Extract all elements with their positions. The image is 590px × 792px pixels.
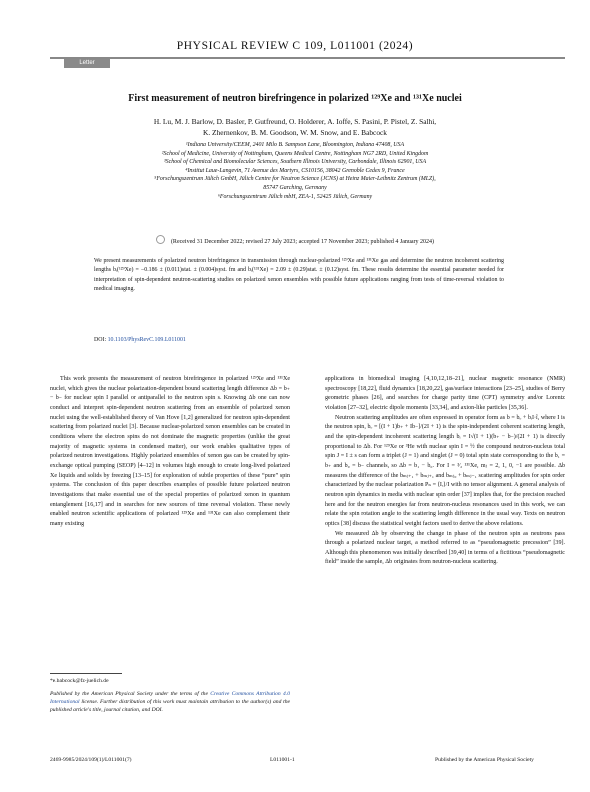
affiliation: 85747 Garching, Germany xyxy=(263,184,327,191)
affiliations xyxy=(62,141,528,201)
publisher-line: Published by the American Physical Society xyxy=(435,757,534,763)
paragraph: Neutron scattering amplitudes are often expressed in operator form as b = bₒ + bᵢI·î, where I is the neutron spin, bₒ = [(I + 1)b₊ + Ib₋]/(2I + 1) is the spin-independent coherent scattering length, and the spin-dependent incoherent scattering length bᵢ = I√(I + 1)(b₊ − b₋)/(2I + 1) is directly proportional to Δb. For ¹²⁹Xe or ³He with nuclear spin I = ½ the compound neutron-nucleus total spin J = I ± s can form a triplet (J = 1) and singlet (J = 0) total spin state corresponding to the b₁ = b₊ and b₀ = b₋ channels, so Δb = b₁ − b₀. For I = ³⁄₂ ¹³¹Xe, mⱼ = 2, 1, 0, −1 are possible. Δb measures the difference of the bₘⱼ₊₁ + bₘⱼ₊₁ and bₘⱼ₀ + bₘⱼ₋₁ scattering amplitudes for spin order characterized by the nuclear polarization Pₙ = ⟨Iᵣ⟩/I with no tensor alignment. A general analysis of neutron spin dynamics in media with nuclear spin order [37] implies that, for the precision reached here and for the neutron energies far from neutron-nucleus resonances used in this work, we can relate the spin rotation angle to the scattering length difference in the usual way. Texts on neutron optics [38] discuss the statistical weight factors used to derive the above relations. xyxy=(325,414,565,527)
doi-label: DOI: xyxy=(94,337,107,343)
journal-header: PHYSICAL REVIEW C 109, L011001 (2024) xyxy=(176,40,414,52)
footnote-rule xyxy=(50,673,122,674)
received-text: (Received 31 December 2022; revised 27 July 2023; accepted 17 November 2023; published 4 January 2024) xyxy=(170,239,435,245)
license-note xyxy=(50,690,290,714)
section-badge: Letter xyxy=(64,59,110,68)
affiliation: ¹Indiana University/CEEM, 2401 Milo B. Sampson Lane, Bloomington, Indiana 47408, USA xyxy=(185,142,405,148)
doi-line xyxy=(94,337,186,343)
body-column-left xyxy=(50,375,290,530)
affiliation: ²School of Medicine, University of Nottingham, Queens Medical Centre, Nottingham NG7 2RD, United Kingdom xyxy=(161,150,429,157)
license-link[interactable]: Creative Commons Attribution 4.0 International xyxy=(50,691,290,705)
header-rule xyxy=(50,57,565,59)
article-title: First measurement of neutron birefringence in polarized ¹²⁹Xe and ¹³¹Xe nuclei xyxy=(128,93,462,104)
paragraph: We measured Δb by observing the change in phase of the neutron spin as neutrons pass through a polarized nuclear target, a method referred to as “pseudomagnetic precession” [39]. Although this phenomenon was initially described [39,40] in terms of a fictitious “pseudomagnetic field” inside the sample, Δb originates from neutron-nucleus scattering. xyxy=(325,530,565,566)
page-number: L011001-1 xyxy=(270,757,295,763)
license-text: license. Further distribution of this work must maintain attribution to the author(s) and the published article's title, journal citation, and DOI. xyxy=(50,699,291,713)
affiliation: ⁵Forschungszentrum Jülich GmbH, Jülich Centre for Neutron Science (JCNS) at Heinz Maier-Leibnitz Zentrum (MLZ), xyxy=(154,176,436,183)
check-for-updates-icon[interactable] xyxy=(156,235,165,244)
corresponding-email[interactable]: *e.babcock@fz-juelich.de xyxy=(50,678,109,684)
footnote xyxy=(50,677,290,714)
body-column-right xyxy=(325,375,565,568)
paragraph: applications in biomedical imaging [4,10,12,18–21], nuclear magnetic resonance (NMR) spectroscopy [18,22], fluid dynamics [18,20,22], gas/surface interactions [23–25], studies of Berry geometric phases [26], and searches for charge parity time (CPT) symmetry and/or Lorentz violation [27–32], electric dipole moments [33,34], and axion-like particles [35,36]. xyxy=(325,376,565,411)
received-dates xyxy=(60,235,530,245)
authors-line-2: K. Zhernenkov, B. M. Goodson, W. M. Snow, and E. Babcock xyxy=(203,127,387,137)
issn-code: 2469-9985/2024/109(1)/L011001(7) xyxy=(50,757,132,763)
author-list xyxy=(72,117,518,138)
doi-link[interactable]: 10.1103/PhysRevC.109.L011001 xyxy=(107,337,186,343)
affiliation: ⁴Institut Laue-Langevin, 71 Avenue des Martyrs, CS10156, 38042 Grenoble Cedex 9, France xyxy=(185,167,405,174)
paragraph: This work presents the measurement of neutron birefringence in polarized ¹²⁹Xe and ¹³¹Xe nuclei, which gives the nuclear polarization-dependent bound scattering length difference Δb = b₊ − b₋ for nuclear spin I parallel or antiparallel to the neutron spin s. Knowing Δb one can now conduct and interpret spin-dependent neutron scattering from an ensemble of polarized xenon nuclei using the well-established theory of Van Hove [1,2] generalized for neutron spin-dependent scattering from polarized nuclei [3]. Because nuclear-polarized xenon ensembles can be created in conditions where the electron spins do not dominate the magnetic properties (unlike the great majority of magnetic systems in condensed matter), our work enables qualitative types of polarized neutron investigations. Highly polarized ensembles of xenon gas can be created by spin-exchange optical pumping (SEOP) [4–12] in volumes high enough to create long-lived polarized Xe liquids and solids by freezing [13–15] for exploration of subtle properties of these “pure” spin systems. The conclusion of this paper describes examples of possible future polarized neutron investigations that make essential use of the special properties of polarized xenon in quantum entanglement [16,17] and in searches for new sources of time reversal violation. These newly enabled neutron scientific applications of polarized ¹²⁹Xe and ¹³¹Xe can also complement their many existing xyxy=(50,376,290,527)
affiliation: ³School of Chemical and Biomolecular Sciences, Southern Illinois University, Carbondale, Illinois 62901, USA xyxy=(163,159,427,166)
authors-line-1: H. Lu, M. J. Barlow, D. Basler, P. Gutfreund, O. Holderer, A. Ioffe, S. Pasini, P. Pistel, Z. Salhi, xyxy=(153,117,437,126)
license-text: Published by the American Physical Society under the terms of the xyxy=(50,691,208,697)
abstract: We present measurements of polarized neutron birefringence in transmission through nuclear-polarized ¹²⁹Xe and ¹³¹Xe gas and determine the neutron incoherent scattering lengths bᵢ(¹²⁹Xe) = −0.186 ± (0.011)stat. ± (0.004)syst. fm and bᵢ(¹³¹Xe) = 2.09 ± (0.29)stat. ± (0.12)syst. fm. These results determine the essential parameter needed for interpretation of spin-dependent neutron-scattering studies on polarized xenon ensembles with possible future applications ranging from tests of time-reversal violation to medical imaging. xyxy=(94,258,504,293)
affiliation: ⁶Forschungszentrum Jülich mbH, ZEA-1, 52425 Jülich, Germany xyxy=(217,193,373,200)
